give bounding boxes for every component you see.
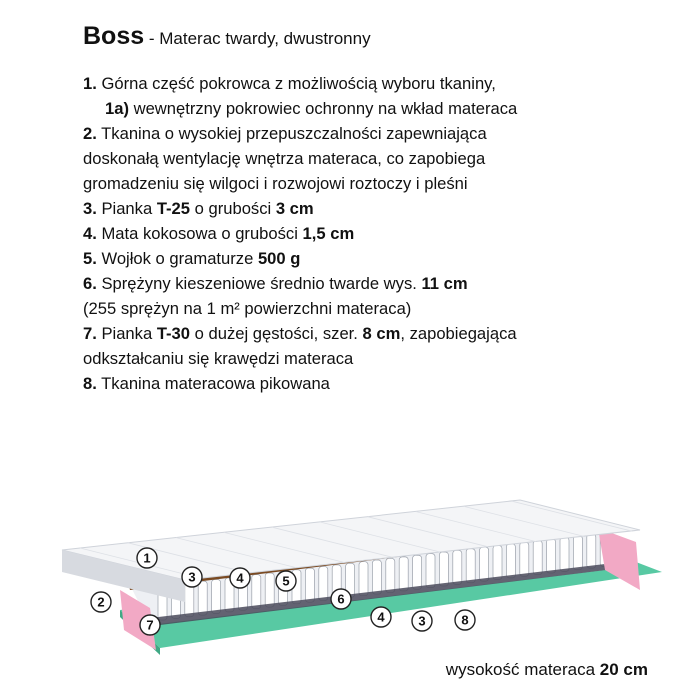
item-number: 6. (83, 274, 97, 293)
layer-list-item (83, 321, 683, 346)
item-value: 1,5 cm (302, 224, 355, 243)
callout-label: 8 (461, 612, 469, 628)
mattress-cross-section-illustration (50, 490, 690, 660)
item-text: Pianka (96, 324, 157, 343)
item-value: 11 cm (421, 274, 468, 293)
layer-list-item (83, 246, 683, 271)
layer-list-item (83, 196, 683, 221)
product-name: Boss (83, 22, 145, 50)
item-text: o dużej gęstości, szer. (190, 324, 363, 343)
height-value: 20 cm (599, 660, 648, 679)
item-text: wewnętrzny pokrowiec ochronny na wkład materaca (128, 99, 518, 118)
callout-marker (371, 607, 391, 627)
product-subtitle: - Materac twardy, dwustronny (144, 29, 371, 48)
item-value: T-30 (156, 324, 191, 343)
layer-list-item (83, 221, 683, 246)
layer-list-item (83, 121, 683, 146)
callout-marker (331, 589, 351, 609)
page-title (83, 22, 371, 51)
callout-label: 6 (337, 591, 345, 607)
callout-label: 5 (282, 573, 290, 589)
item-value: 500 g (257, 249, 301, 268)
layer-list (83, 71, 683, 396)
callout-label: 3 (418, 613, 426, 629)
item-value: T-25 (156, 199, 191, 218)
callout-marker (137, 548, 157, 568)
callout-label: 2 (97, 594, 105, 610)
height-label: wysokość materaca (445, 660, 600, 679)
callout-marker (455, 610, 475, 630)
item-number: 1. (83, 74, 97, 93)
item-text: doskonałą wentylację wnętrza materaca, co zapobiega (83, 149, 486, 168)
item-text: odkształcaniu się krawędzi materaca (83, 349, 354, 368)
item-text: (255 sprężyn na 1 m² powierzchni materaca) (83, 299, 412, 318)
item-text: o grubości (190, 199, 276, 218)
item-number: 1a) (105, 99, 129, 118)
callout-label: 7 (146, 617, 154, 633)
item-value: 3 cm (275, 199, 314, 218)
item-text: Pianka (96, 199, 157, 218)
callout-marker (182, 567, 202, 587)
layer-list-item (83, 371, 683, 396)
layer-list-item (83, 96, 683, 121)
layer-list-item (83, 171, 683, 196)
callout-label: 4 (377, 609, 385, 625)
item-text: Tkanina materacowa pikowana (96, 374, 330, 393)
item-text: Górna część pokrowca z możliwością wyboru tkaniny, (96, 74, 496, 93)
layer-list-item (83, 346, 683, 371)
callout-marker (276, 571, 296, 591)
item-number: 7. (83, 324, 97, 343)
item-value: 8 cm (362, 324, 401, 343)
item-text: Tkanina o wysokiej przepuszczalności zapewniająca (96, 124, 487, 143)
item-text: Sprężyny kieszeniowe średnio twarde wys. (96, 274, 422, 293)
item-text: Wojłok o gramaturze (96, 249, 258, 268)
callout-marker (91, 592, 111, 612)
callout-label: 3 (188, 569, 196, 585)
mattress-height (446, 660, 648, 680)
callout-label: 1 (143, 550, 151, 566)
item-text: , zapobiegająca (400, 324, 517, 343)
item-number: 2. (83, 124, 97, 143)
item-number: 3. (83, 199, 97, 218)
layer-list-item (83, 296, 683, 321)
callout-marker (412, 611, 432, 631)
layer-list-item (83, 271, 683, 296)
item-number: 5. (83, 249, 97, 268)
callout-marker (230, 568, 250, 588)
item-text: gromadzeniu się wilgoci i rozwojowi roztoczy i pleśni (83, 174, 468, 193)
callout-label: 4 (236, 570, 244, 586)
layer-list-item (83, 71, 683, 96)
layer-list-item (83, 146, 683, 171)
item-text: Mata kokosowa o grubości (96, 224, 303, 243)
item-number: 8. (83, 374, 97, 393)
item-number: 4. (83, 224, 97, 243)
callout-marker (140, 615, 160, 635)
